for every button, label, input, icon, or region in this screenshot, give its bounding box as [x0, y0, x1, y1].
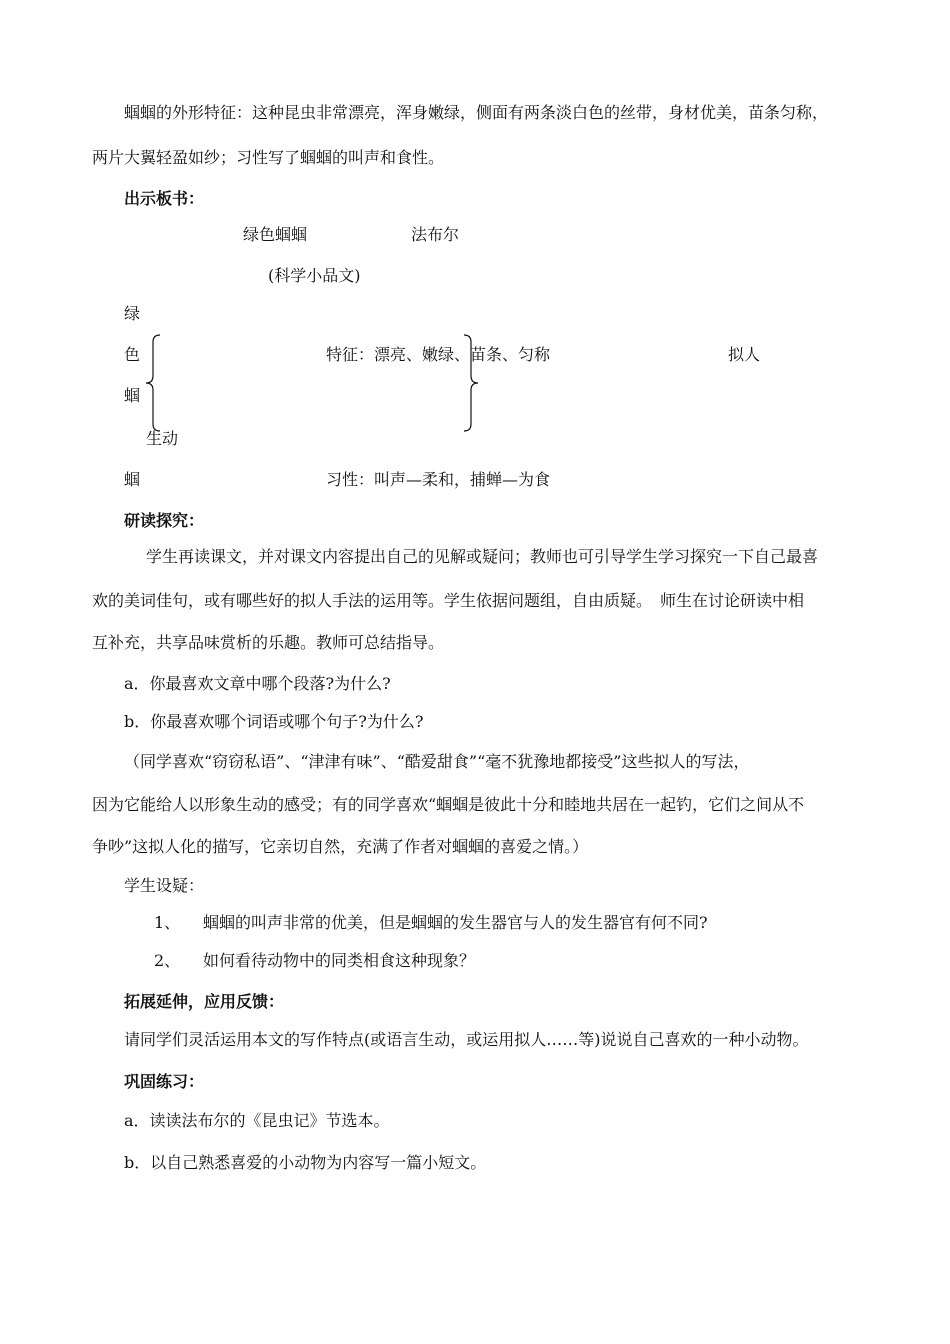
board-personify: 拟人 — [728, 345, 761, 364]
study-paragraph-line: 欢的美词佳句，或有哪些好的拟人手法的运用等。学生依据问题组，自由质疑。 师生在讨论研读中相 — [92, 591, 805, 610]
doubt-text: 蝈蝈的叫声非常的优美，但是蝈蝈的发生器官与人的发生器官有何不同? — [203, 913, 708, 932]
board-vivid: 生动 — [146, 429, 179, 448]
board-genre: (科学小品文) — [268, 266, 361, 285]
extend-heading: 拓展延伸，应用反馈： — [124, 992, 285, 1011]
doubt-number: 2、 — [154, 951, 181, 970]
question-a: a．你最喜欢文章中哪个段落?为什么? — [124, 674, 391, 693]
vertical-char: 蝈 — [124, 386, 141, 405]
practice-item-a: a．读读法布尔的《昆虫记》节选本。 — [124, 1111, 390, 1130]
note-line: 争吵”这拟人化的描写，它亲切自然，充满了作者对蝈蝈的喜爱之情。） — [92, 837, 589, 856]
practice-heading: 巩固练习： — [124, 1072, 205, 1091]
question-b: b．你最喜欢哪个词语或哪个句子?为什么? — [124, 712, 424, 731]
board-feature: 特征：漂亮、嫩绿、苗条、匀称 — [326, 345, 551, 364]
practice-item-b: b．以自己熟悉喜爱的小动物为内容写一篇小短文。 — [124, 1153, 487, 1172]
intro-line-1: 蝈蝈的外形特征：这种昆虫非常漂亮，浑身嫩绿，侧面有两条淡白色的丝带，身材优美，苗条匀称， — [124, 103, 829, 122]
vertical-char: 绿 — [124, 304, 141, 323]
note-line: （同学喜欢“窃窃私语”、“津津有味”、“酷爱甜食”“毫不犹豫地都接受”这些拟人的写法， — [124, 752, 750, 771]
study-paragraph-line: 互补充，共享品味赏析的乐趣。教师可总结指导。 — [92, 633, 445, 652]
study-heading: 研读探究： — [124, 511, 205, 530]
vertical-char: 蝈 — [124, 470, 141, 489]
extend-text: 请同学们灵活运用本文的写作特点(或语言生动，或运用拟人……等)说说自己喜欢的一种小动物。 — [124, 1030, 809, 1049]
doubts-heading: 学生设疑： — [124, 876, 205, 895]
study-paragraph-line: 学生再读课文，并对课文内容提出自己的见解或疑问；教师也可引导学生学习探究一下自己最喜 — [146, 547, 819, 566]
vertical-char: 色 — [124, 345, 141, 364]
board-author: 法布尔 — [411, 225, 460, 244]
board-title: 绿色蝈蝈 — [243, 225, 308, 244]
doubt-number: 1、 — [154, 913, 181, 932]
doubt-text: 如何看待动物中的同类相食这种现象？ — [203, 951, 476, 970]
left-brace — [144, 334, 164, 432]
intro-line-2: 两片大翼轻盈如纱；习性写了蝈蝈的叫声和食性。 — [92, 148, 445, 167]
board-habit: 习性：叫声—柔和，捕蝉—为食 — [326, 470, 551, 489]
board-heading: 出示板书： — [124, 189, 205, 208]
note-line: 因为它能给人以形象生动的感受；有的同学喜欢“蝈蝈是彼此十分和睦地共居在一起钓，它们之间从不 — [92, 795, 805, 814]
